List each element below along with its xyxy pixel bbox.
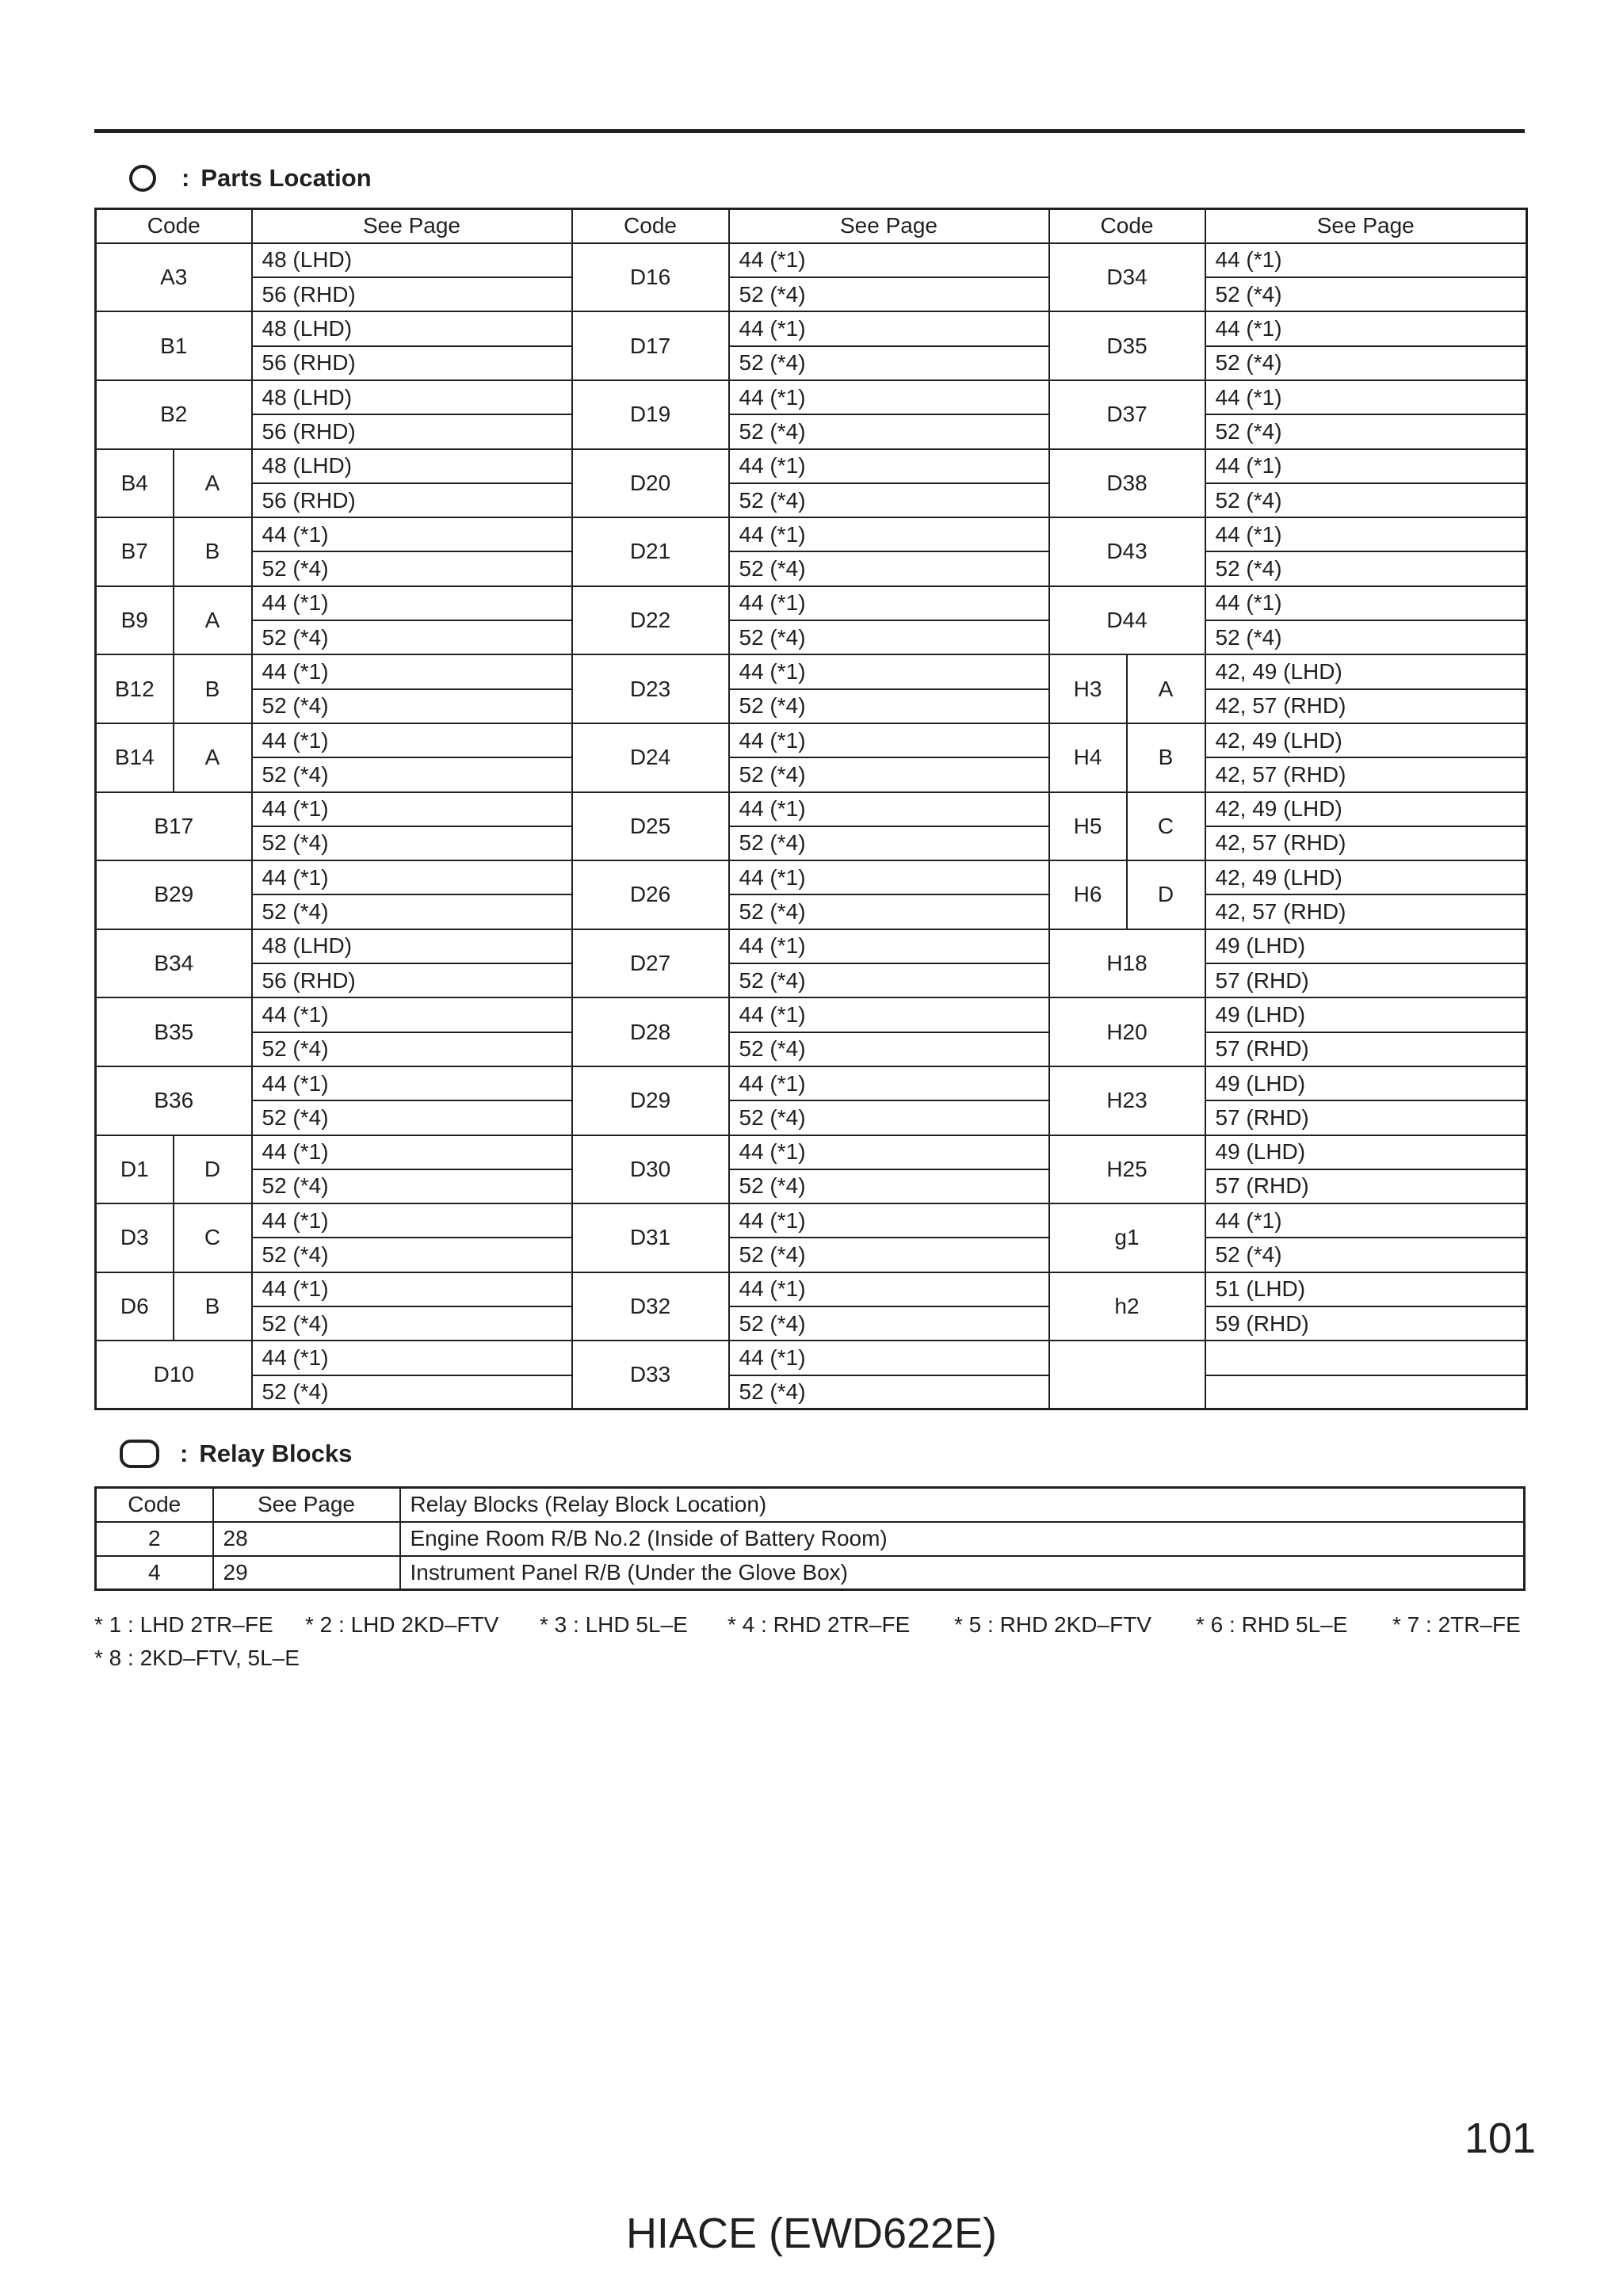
part-code: D6 bbox=[96, 1272, 174, 1341]
see-page: 42, 49 (LHD) bbox=[1205, 723, 1527, 757]
table-row bbox=[96, 723, 1527, 757]
see-page: 52 (*4) bbox=[729, 483, 1049, 517]
part-code: H23 bbox=[1049, 1066, 1205, 1135]
connector-letter: B bbox=[1127, 723, 1205, 792]
see-page: 44 (*1) bbox=[729, 929, 1049, 963]
table-row bbox=[96, 1522, 1525, 1556]
see-page: 44 (*1) bbox=[252, 1341, 572, 1375]
table-row bbox=[96, 1341, 1527, 1375]
table-row bbox=[96, 346, 1527, 380]
table-row bbox=[96, 1100, 1527, 1135]
relay-code: 2 bbox=[96, 1522, 213, 1556]
part-code: B17 bbox=[96, 792, 252, 861]
part-code: B1 bbox=[96, 311, 252, 380]
see-page: 44 (*1) bbox=[252, 860, 572, 894]
part-code: D27 bbox=[572, 929, 729, 998]
section-title: Parts Location bbox=[200, 164, 372, 192]
part-code: B35 bbox=[96, 997, 252, 1066]
parts-location-table bbox=[94, 208, 1528, 1410]
see-page: 44 (*1) bbox=[729, 311, 1049, 345]
see-page: 49 (LHD) bbox=[1205, 1135, 1527, 1169]
see-page: 44 (*1) bbox=[729, 243, 1049, 277]
see-page: 44 (*1) bbox=[729, 586, 1049, 620]
see-page: 48 (LHD) bbox=[252, 380, 572, 414]
see-page: 52 (*4) bbox=[729, 1169, 1049, 1203]
table-row bbox=[96, 311, 1527, 345]
see-page: 44 (*1) bbox=[252, 723, 572, 757]
parts-table-body bbox=[96, 243, 1527, 1409]
see-page: 52 (*4) bbox=[729, 551, 1049, 585]
column-header: See Page bbox=[213, 1488, 400, 1522]
see-page: 52 (*4) bbox=[1205, 1238, 1527, 1272]
page-number: 101 bbox=[1464, 2115, 1536, 2162]
see-page: 52 (*4) bbox=[729, 346, 1049, 380]
table-row bbox=[96, 963, 1527, 997]
column-header: Code bbox=[96, 209, 252, 243]
table-header-row bbox=[96, 1488, 1525, 1522]
see-page: 44 (*1) bbox=[729, 449, 1049, 483]
part-code: D29 bbox=[572, 1066, 729, 1135]
table-row bbox=[96, 997, 1527, 1032]
see-page: 52 (*4) bbox=[729, 1032, 1049, 1066]
part-code: H4 bbox=[1049, 723, 1127, 792]
part-code: H20 bbox=[1049, 997, 1205, 1066]
part-code: D35 bbox=[1049, 311, 1205, 380]
relay-code: 4 bbox=[96, 1556, 213, 1590]
column-header: See Page bbox=[252, 209, 572, 243]
relay-location: Instrument Panel R/B (Under the Glove Box) bbox=[400, 1556, 1525, 1590]
see-page: 52 (*4) bbox=[729, 894, 1049, 929]
see-page: 52 (*4) bbox=[729, 1306, 1049, 1341]
see-page bbox=[1205, 1341, 1527, 1375]
part-code: A3 bbox=[96, 243, 252, 312]
section-colon: : bbox=[180, 1440, 189, 1467]
see-page: 44 (*1) bbox=[729, 1135, 1049, 1169]
see-page: 44 (*1) bbox=[1205, 311, 1527, 345]
footnote: * 7 : 2TR–FE bbox=[1392, 1612, 1521, 1637]
part-code: D28 bbox=[572, 997, 729, 1066]
see-page: 52 (*4) bbox=[1205, 346, 1527, 380]
see-page: 48 (LHD) bbox=[252, 243, 572, 277]
part-code: B2 bbox=[96, 380, 252, 449]
see-page: 57 (RHD) bbox=[1205, 1100, 1527, 1135]
parts-location-heading bbox=[129, 164, 372, 193]
see-page: 42, 49 (LHD) bbox=[1205, 860, 1527, 894]
see-page: 52 (*4) bbox=[729, 689, 1049, 723]
see-page: 51 (LHD) bbox=[1205, 1272, 1527, 1306]
section-colon: : bbox=[181, 164, 190, 192]
relay-location: Engine Room R/B No.2 (Inside of Battery Room) bbox=[400, 1522, 1525, 1556]
see-page: 44 (*1) bbox=[252, 586, 572, 620]
see-page: 44 (*1) bbox=[1205, 380, 1527, 414]
connector-letter: D bbox=[174, 1135, 252, 1204]
part-code: B29 bbox=[96, 860, 252, 929]
see-page: 44 (*1) bbox=[252, 997, 572, 1032]
see-page: 48 (LHD) bbox=[252, 929, 572, 963]
connector-letter: D bbox=[1127, 860, 1205, 929]
see-page: 52 (*4) bbox=[252, 1032, 572, 1066]
see-page: 44 (*1) bbox=[729, 654, 1049, 688]
see-page: 52 (*4) bbox=[729, 1100, 1049, 1135]
relay-page: 28 bbox=[213, 1522, 400, 1556]
footnote-line bbox=[94, 1608, 1526, 1642]
part-code: B36 bbox=[96, 1066, 252, 1135]
footnote: * 3 : LHD 5L–E bbox=[540, 1612, 688, 1637]
table-row bbox=[96, 1203, 1527, 1238]
see-page: 52 (*4) bbox=[1205, 551, 1527, 585]
table-row bbox=[96, 1306, 1527, 1341]
part-code: D44 bbox=[1049, 586, 1205, 655]
see-page: 48 (LHD) bbox=[252, 311, 572, 345]
table-row bbox=[96, 1169, 1527, 1203]
see-page: 52 (*4) bbox=[1205, 414, 1527, 448]
see-page: 52 (*4) bbox=[252, 1375, 572, 1409]
part-code: D43 bbox=[1049, 517, 1205, 586]
part-code: B14 bbox=[96, 723, 174, 792]
part-code: D31 bbox=[572, 1203, 729, 1272]
see-page: 56 (RHD) bbox=[252, 483, 572, 517]
see-page: 56 (RHD) bbox=[252, 963, 572, 997]
see-page: 44 (*1) bbox=[729, 1066, 1049, 1100]
part-code: D10 bbox=[96, 1341, 252, 1409]
table-row bbox=[96, 1375, 1527, 1409]
table-row bbox=[96, 483, 1527, 517]
part-code: D1 bbox=[96, 1135, 174, 1204]
part-code: D19 bbox=[572, 380, 729, 449]
relay-blocks-table bbox=[94, 1486, 1526, 1591]
see-page: 52 (*4) bbox=[1205, 483, 1527, 517]
table-row bbox=[96, 654, 1527, 688]
connector-letter: A bbox=[174, 723, 252, 792]
column-header: See Page bbox=[729, 209, 1049, 243]
table-row bbox=[96, 894, 1527, 929]
see-page: 57 (RHD) bbox=[1205, 1169, 1527, 1203]
table-row bbox=[96, 243, 1527, 277]
connector-letter: A bbox=[1127, 654, 1205, 723]
part-code bbox=[1049, 1341, 1205, 1409]
part-code: D23 bbox=[572, 654, 729, 723]
see-page: 56 (RHD) bbox=[252, 414, 572, 448]
footnote: * 4 : RHD 2TR–FE bbox=[727, 1612, 911, 1637]
see-page: 42, 57 (RHD) bbox=[1205, 826, 1527, 860]
see-page: 42, 57 (RHD) bbox=[1205, 757, 1527, 791]
see-page: 56 (RHD) bbox=[252, 346, 572, 380]
table-row bbox=[96, 1272, 1527, 1306]
see-page: 48 (LHD) bbox=[252, 449, 572, 483]
see-page bbox=[1205, 1375, 1527, 1409]
see-page: 44 (*1) bbox=[252, 654, 572, 688]
see-page: 42, 57 (RHD) bbox=[1205, 894, 1527, 929]
footnote: * 8 : 2KD–FTV, 5L–E bbox=[94, 1646, 300, 1670]
see-page: 52 (*4) bbox=[252, 1100, 572, 1135]
see-page: 52 (*4) bbox=[252, 826, 572, 860]
see-page: 52 (*4) bbox=[729, 414, 1049, 448]
connector-letter: B bbox=[174, 1272, 252, 1341]
see-page: 52 (*4) bbox=[252, 757, 572, 791]
see-page: 44 (*1) bbox=[1205, 517, 1527, 551]
footnote-line bbox=[94, 1642, 1526, 1675]
footnote: * 1 : LHD 2TR–FE bbox=[94, 1612, 273, 1637]
table-header-row bbox=[96, 209, 1527, 243]
footnotes bbox=[94, 1608, 1526, 1675]
table-row bbox=[96, 757, 1527, 791]
part-code: D3 bbox=[96, 1203, 174, 1272]
table-row bbox=[96, 689, 1527, 723]
column-header: See Page bbox=[1205, 209, 1527, 243]
see-page: 57 (RHD) bbox=[1205, 963, 1527, 997]
column-header: Code bbox=[572, 209, 729, 243]
see-page: 49 (LHD) bbox=[1205, 929, 1527, 963]
part-code: D17 bbox=[572, 311, 729, 380]
see-page: 44 (*1) bbox=[252, 1203, 572, 1238]
see-page: 56 (RHD) bbox=[252, 277, 572, 311]
part-code: H5 bbox=[1049, 792, 1127, 861]
see-page: 52 (*4) bbox=[252, 1306, 572, 1341]
see-page: 52 (*4) bbox=[252, 894, 572, 929]
part-code: B4 bbox=[96, 449, 174, 518]
see-page: 52 (*4) bbox=[252, 689, 572, 723]
table-row bbox=[96, 1556, 1525, 1590]
connector-letter: B bbox=[174, 654, 252, 723]
relay-blocks-heading bbox=[120, 1440, 352, 1468]
column-header: Code bbox=[96, 1488, 213, 1522]
part-code: D34 bbox=[1049, 243, 1205, 312]
see-page: 52 (*4) bbox=[729, 963, 1049, 997]
see-page: 59 (RHD) bbox=[1205, 1306, 1527, 1341]
see-page: 52 (*4) bbox=[729, 1238, 1049, 1272]
see-page: 42, 49 (LHD) bbox=[1205, 654, 1527, 688]
table-row bbox=[96, 792, 1527, 826]
table-row bbox=[96, 449, 1527, 483]
column-header: Code bbox=[1049, 209, 1205, 243]
part-code: H3 bbox=[1049, 654, 1127, 723]
table-row bbox=[96, 1135, 1527, 1169]
see-page: 52 (*4) bbox=[1205, 620, 1527, 654]
see-page: 44 (*1) bbox=[729, 860, 1049, 894]
part-code: D24 bbox=[572, 723, 729, 792]
part-code: B12 bbox=[96, 654, 174, 723]
connector-letter: A bbox=[174, 586, 252, 655]
see-page: 44 (*1) bbox=[729, 723, 1049, 757]
see-page: 49 (LHD) bbox=[1205, 997, 1527, 1032]
see-page: 52 (*4) bbox=[729, 620, 1049, 654]
see-page: 52 (*4) bbox=[252, 551, 572, 585]
part-code: H18 bbox=[1049, 929, 1205, 998]
see-page: 44 (*1) bbox=[1205, 449, 1527, 483]
table-row bbox=[96, 517, 1527, 551]
footnote: * 2 : LHD 2KD–FTV bbox=[305, 1612, 499, 1637]
connector-circle-icon bbox=[129, 165, 156, 192]
see-page: 49 (LHD) bbox=[1205, 1066, 1527, 1100]
see-page: 52 (*4) bbox=[729, 757, 1049, 791]
part-code: D38 bbox=[1049, 449, 1205, 518]
see-page: 44 (*1) bbox=[729, 1203, 1049, 1238]
see-page: 44 (*1) bbox=[729, 997, 1049, 1032]
table-row bbox=[96, 380, 1527, 414]
footnote: * 6 : RHD 5L–E bbox=[1196, 1612, 1348, 1637]
part-code: H25 bbox=[1049, 1135, 1205, 1204]
part-code: B34 bbox=[96, 929, 252, 998]
see-page: 44 (*1) bbox=[1205, 586, 1527, 620]
see-page: 42, 57 (RHD) bbox=[1205, 689, 1527, 723]
see-page: 44 (*1) bbox=[252, 792, 572, 826]
table-row bbox=[96, 277, 1527, 311]
table-row bbox=[96, 929, 1527, 963]
top-rule bbox=[94, 129, 1525, 133]
part-code: D26 bbox=[572, 860, 729, 929]
part-code: D21 bbox=[572, 517, 729, 586]
see-page: 52 (*4) bbox=[252, 620, 572, 654]
part-code: D22 bbox=[572, 586, 729, 655]
relay-page: 29 bbox=[213, 1556, 400, 1590]
connector-letter: B bbox=[174, 517, 252, 586]
relay-block-icon bbox=[120, 1440, 159, 1468]
see-page: 52 (*4) bbox=[729, 277, 1049, 311]
connector-letter: C bbox=[174, 1203, 252, 1272]
table-row bbox=[96, 414, 1527, 448]
part-code: h2 bbox=[1049, 1272, 1205, 1341]
see-page: 52 (*4) bbox=[729, 1375, 1049, 1409]
part-code: D30 bbox=[572, 1135, 729, 1204]
table-row bbox=[96, 620, 1527, 654]
see-page: 44 (*1) bbox=[252, 1272, 572, 1306]
part-code: H6 bbox=[1049, 860, 1127, 929]
see-page: 44 (*1) bbox=[729, 517, 1049, 551]
part-code: g1 bbox=[1049, 1203, 1205, 1272]
see-page: 44 (*1) bbox=[252, 517, 572, 551]
see-page: 44 (*1) bbox=[1205, 243, 1527, 277]
footnote: * 5 : RHD 2KD–FTV bbox=[954, 1612, 1151, 1637]
part-code: D16 bbox=[572, 243, 729, 312]
see-page: 52 (*4) bbox=[252, 1238, 572, 1272]
table-row bbox=[96, 1032, 1527, 1066]
part-code: D37 bbox=[1049, 380, 1205, 449]
part-code: D25 bbox=[572, 792, 729, 861]
see-page: 52 (*4) bbox=[1205, 277, 1527, 311]
table-row bbox=[96, 1238, 1527, 1272]
connector-letter: A bbox=[174, 449, 252, 518]
see-page: 52 (*4) bbox=[252, 1169, 572, 1203]
part-code: D20 bbox=[572, 449, 729, 518]
table-row bbox=[96, 860, 1527, 894]
see-page: 44 (*1) bbox=[729, 792, 1049, 826]
footer-title: HIACE (EWD622E) bbox=[625, 2210, 998, 2257]
see-page: 52 (*4) bbox=[729, 826, 1049, 860]
part-code: B7 bbox=[96, 517, 174, 586]
table-row bbox=[96, 551, 1527, 585]
part-code: D33 bbox=[572, 1341, 729, 1409]
section-title: Relay Blocks bbox=[199, 1440, 353, 1467]
table-row bbox=[96, 826, 1527, 860]
connector-letter: C bbox=[1127, 792, 1205, 861]
see-page: 44 (*1) bbox=[729, 380, 1049, 414]
see-page: 44 (*1) bbox=[729, 1272, 1049, 1306]
part-code: B9 bbox=[96, 586, 174, 655]
see-page: 44 (*1) bbox=[729, 1341, 1049, 1375]
see-page: 44 (*1) bbox=[252, 1066, 572, 1100]
see-page: 42, 49 (LHD) bbox=[1205, 792, 1527, 826]
table-row bbox=[96, 586, 1527, 620]
part-code: D32 bbox=[572, 1272, 729, 1341]
column-header: Relay Blocks (Relay Block Location) bbox=[400, 1488, 1525, 1522]
table-row bbox=[96, 1066, 1527, 1100]
see-page: 57 (RHD) bbox=[1205, 1032, 1527, 1066]
see-page: 44 (*1) bbox=[1205, 1203, 1527, 1238]
see-page: 44 (*1) bbox=[252, 1135, 572, 1169]
